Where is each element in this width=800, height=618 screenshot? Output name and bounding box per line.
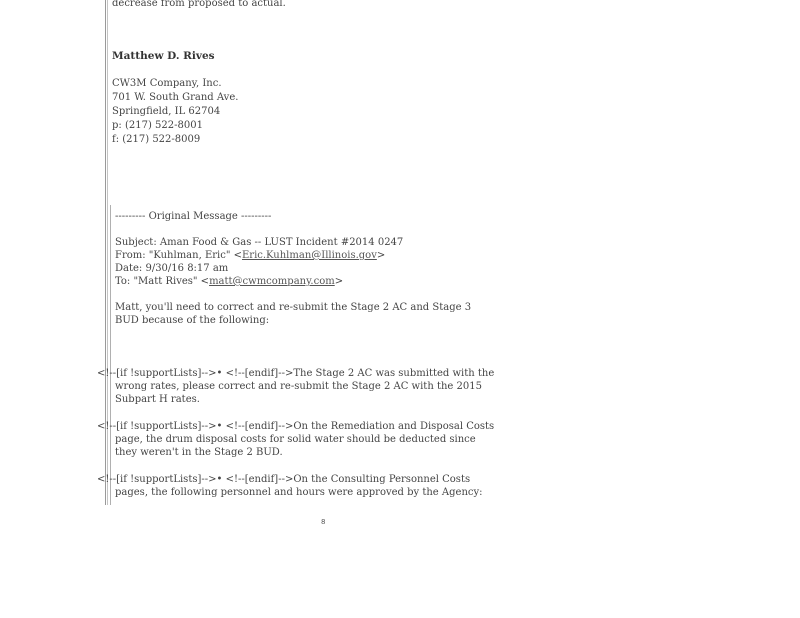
from-suffix: > [376, 250, 386, 261]
original-message-header: --------- Original Message --------- [115, 211, 272, 222]
signature-phone: p: (217) 522-8001 [112, 120, 203, 131]
list-item-2-line-3: they weren't in the Stage 2 BUD. [115, 447, 283, 458]
list-item-2-line-2: page, the drum disposal costs for solid water should be deducted since [115, 434, 476, 445]
signature-address-1: 701 W. South Grand Ave. [112, 92, 239, 103]
original-subject: Subject: Aman Food & Gas -- LUST Incident #2014 0247 [115, 237, 404, 248]
list-item-1-line-3: Subpart H rates. [115, 394, 200, 405]
original-date: Date: 9/30/16 8:17 am [115, 263, 229, 274]
original-body-line-2: BUD because of the following: [115, 315, 270, 326]
quote-bar-inner [110, 205, 111, 505]
to-email-link[interactable]: matt@cwmcompany.com [209, 276, 335, 287]
top-line: decrease from proposed to actual. [112, 0, 286, 9]
original-body-line-1: Matt, you'll need to correct and re-submit the Stage 2 AC and Stage 3 [115, 302, 472, 313]
signature-fax: f: (217) 522-8009 [112, 134, 201, 145]
list-item-3-line-1: <!--[if !supportLists]-->• <!--[endif]-->On the Consulting Personnel Costs [97, 474, 471, 485]
from-email-link[interactable]: Eric.Kuhlman@Illinois.gov [241, 250, 377, 261]
list-item-1-line-2: wrong rates, please correct and re-submit the Stage 2 AC with the 2015 [115, 381, 482, 392]
to-prefix: To: "Matt Rives" < [115, 276, 210, 287]
from-prefix: From: "Kuhlman, Eric" < [115, 250, 242, 261]
to-suffix: > [334, 276, 344, 287]
signature-name: Matthew D. Rives [112, 50, 215, 62]
signature-address-2: Springfield, IL 62704 [112, 106, 221, 117]
original-to [115, 276, 343, 288]
original-from [115, 250, 385, 262]
list-item-2-line-1: <!--[if !supportLists]-->• <!--[endif]-->On the Remediation and Disposal Costs [97, 421, 495, 432]
signature-company: CW3M Company, Inc. [112, 78, 222, 89]
page-number: 8 [321, 518, 326, 526]
list-item-1-line-1: <!--[if !supportLists]-->• <!--[endif]-->The Stage 2 AC was submitted with the [97, 368, 495, 379]
list-item-3-line-2: pages, the following personnel and hours were approved by the Agency: [115, 487, 483, 498]
